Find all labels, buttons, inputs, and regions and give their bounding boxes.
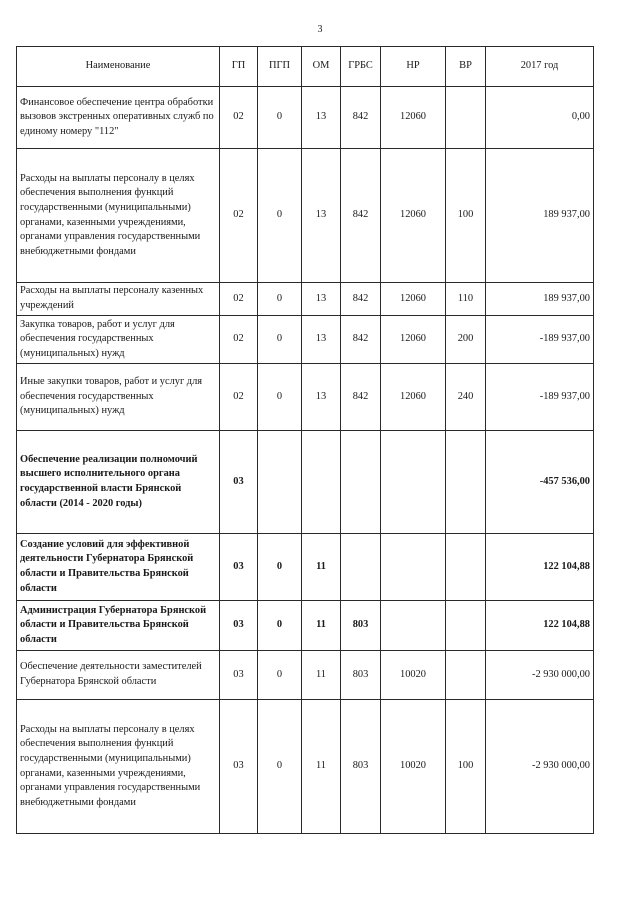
header-gp: ГП [220,47,258,87]
row-amount: -457 536,00 [486,431,594,534]
row-name: Расходы на выплаты персоналу в целях обеспечения выполнения функций государственными (муниципальными) органами, казенными учреждениями, органами управления государственными внебюджетными фондами [17,700,220,834]
row-nr [381,431,446,534]
row-nr: 12060 [381,364,446,431]
row-nr: 12060 [381,283,446,316]
header-nr: НР [381,47,446,87]
row-om: 13 [302,364,341,431]
row-vr [446,534,486,601]
table-row [17,431,594,534]
row-grbs: 842 [341,87,381,149]
row-amount: 189 937,00 [486,283,594,316]
header-year: 2017 год [486,47,594,87]
row-nr [381,601,446,651]
row-name: Расходы на выплаты персоналу в целях обеспечения выполнения функций государственными (муниципальными) органами, казенными учреждениями, органами управления государственными внебюджетными фондами [17,149,220,283]
row-vr [446,651,486,700]
row-grbs: 842 [341,149,381,283]
row-name: Администрация Губернатора Брянской области и Правительства Брянской области [17,601,220,651]
row-nr [381,534,446,601]
row-grbs: 803 [341,700,381,834]
budget-table [16,46,594,834]
row-nr: 10020 [381,700,446,834]
row-name: Закупка товаров, работ и услуг для обеспечения государственных (муниципальных) нужд [17,316,220,364]
row-nr: 12060 [381,87,446,149]
row-grbs: 842 [341,316,381,364]
row-amount: -189 937,00 [486,316,594,364]
row-om: 13 [302,87,341,149]
row-amount: 122 104,88 [486,534,594,601]
row-pgp: 0 [258,534,302,601]
row-gp: 03 [220,601,258,651]
row-vr: 100 [446,700,486,834]
row-pgp [258,431,302,534]
row-amount: -189 937,00 [486,364,594,431]
row-vr [446,87,486,149]
table-row [17,651,594,700]
row-om: 11 [302,651,341,700]
row-grbs: 842 [341,283,381,316]
page-number: 3 [317,24,323,35]
row-grbs [341,431,381,534]
header-grbs: ГРБС [341,47,381,87]
row-gp: 02 [220,149,258,283]
row-om [302,431,341,534]
row-grbs: 842 [341,364,381,431]
row-gp: 03 [220,431,258,534]
row-nr: 10020 [381,651,446,700]
row-gp: 02 [220,283,258,316]
row-vr: 100 [446,149,486,283]
header-name: Наименование [17,47,220,87]
row-vr: 200 [446,316,486,364]
row-gp: 02 [220,316,258,364]
row-pgp: 0 [258,651,302,700]
row-name: Финансовое обеспечение центра обработки вызовов экстренных оперативных служб по единому номеру "112" [17,87,220,149]
row-gp: 02 [220,364,258,431]
header-om: ОМ [302,47,341,87]
row-pgp: 0 [258,601,302,651]
row-om: 13 [302,316,341,364]
table-row [17,87,594,149]
row-om: 11 [302,534,341,601]
row-amount: 189 937,00 [486,149,594,283]
row-vr [446,431,486,534]
table-row [17,283,594,316]
row-gp: 03 [220,700,258,834]
row-amount: 122 104,88 [486,601,594,651]
row-nr: 12060 [381,316,446,364]
table-row [17,601,594,651]
table-row [17,316,594,364]
row-amount: -2 930 000,00 [486,700,594,834]
row-name: Иные закупки товаров, работ и услуг для обеспечения государственных (муниципальных) нужд [17,364,220,431]
row-vr: 240 [446,364,486,431]
table-row [17,149,594,283]
row-vr [446,601,486,651]
row-gp: 03 [220,651,258,700]
row-vr: 110 [446,283,486,316]
table-row [17,364,594,431]
row-om: 11 [302,601,341,651]
row-name: Расходы на выплаты персоналу казенных учреждений [17,283,220,316]
row-pgp: 0 [258,283,302,316]
table-row [17,700,594,834]
row-om: 13 [302,149,341,283]
row-pgp: 0 [258,364,302,431]
row-amount: 0,00 [486,87,594,149]
row-nr: 12060 [381,149,446,283]
header-vr: ВР [446,47,486,87]
row-pgp: 0 [258,87,302,149]
row-om: 13 [302,283,341,316]
row-pgp: 0 [258,700,302,834]
header-pgp: ПГП [258,47,302,87]
row-gp: 02 [220,87,258,149]
row-grbs: 803 [341,651,381,700]
row-name: Создание условий для эффективной деятельности Губернатора Брянской области и Правительства Брянской области [17,534,220,601]
row-om: 11 [302,700,341,834]
row-gp: 03 [220,534,258,601]
row-pgp: 0 [258,316,302,364]
row-amount: -2 930 000,00 [486,651,594,700]
row-name: Обеспечение реализации полномочий высшего исполнительного органа государственной власти Брянской области (2014 - 2020 годы) [17,431,220,534]
row-grbs [341,534,381,601]
row-name: Обеспечение деятельности заместителей Губернатора Брянской области [17,651,220,700]
row-pgp: 0 [258,149,302,283]
table-header-row [17,47,594,87]
row-grbs: 803 [341,601,381,651]
table-row [17,534,594,601]
